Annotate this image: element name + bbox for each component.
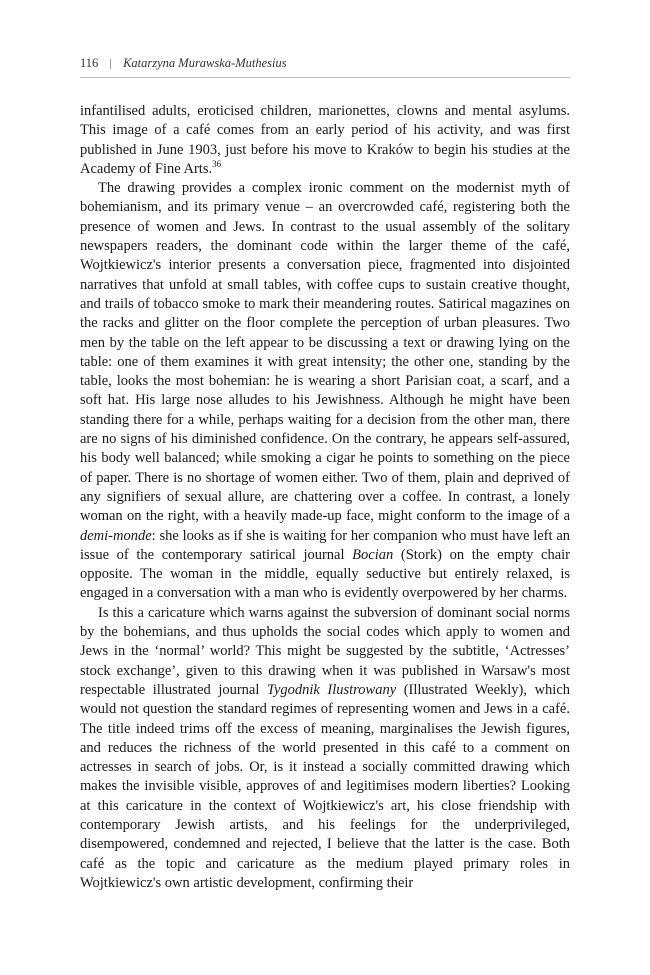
running-header-author: Katarzyna Murawska-Muthesius — [123, 56, 287, 70]
term-demi-monde: demi-monde — [80, 527, 152, 544]
journal-title-bocian: Bocian — [352, 546, 394, 563]
paragraph-2 — [80, 179, 570, 604]
paragraph-1-text: infantilised adults, eroticised children, marionettes, clowns and mental asylums. This image of a café comes from an early period of his activity, and was first published in June 1903, just before his move to Kraków to begin his studies at the Academy of Fine Arts. — [80, 103, 570, 177]
running-header — [80, 56, 570, 71]
header-rule — [80, 77, 570, 78]
paragraph-3-part-2: (Illustrated Weekly), which would not question the standard regimes of representing women and Jews in a café. The title indeed trims off the excess of meaning, marginalises the Jewish figures, and reduces the richness of the world presented in this café to a comment on actresses in search of jobs. Or, is it instead a socially committed drawing which makes the invisible visible, approves of and legitimises modern liberties? Looking at this caricature in the context of Wojtkiewicz's art, his close friendship with contemporary Jewish artists, and his feelings for the underprivileged, disempowered, condemned and rejected, I believe that the latter is the case. Both café as the topic and caricature as the medium played primary roles in Wojtkiewicz's own artistic development, confirming their — [80, 681, 571, 891]
paragraph-2-part-3: (Stork) on the empty chair opposite. The woman in the middle, equally seductive but entirely relaxed, is engaged in a conversation with a man who is evidently overpowered by her charms. — [80, 546, 571, 602]
body-text — [80, 102, 570, 893]
paragraph-2-part-1: The drawing provides a complex ironic comment on the modernist myth of bohemianism, and its primary venue – an overcrowded café, registering both the presence of women and Jews. In contrast to the usual assembly of the solitary newspapers readers, the dominant code within the larger theme of the café, Wojtkiewicz's interior presents a conversation piece, fragmented into disjointed narratives that unfold at small tables, with coffee cups to sustain creative thought, and trails of tobacco smoke to mark their meandering routes. Satirical magazines on the racks and glitter on the floor complete the perception of urban pleasures. Two men by the table on the left appear to be discussing a text or drawing lying on the table: one of them examines it with great intensity; the other one, standing by the table, looks the most bohemian: he is wearing a short Parisian coat, a scarf, and a soft hat. His large nose alludes to his Jewishness. Although he might have been standing there for a while, perhaps waiting for a decision from the other man, there are no signs of his diminished confidence. On the contrary, he appears self-assured, his body well balanced; while smoking a cigar he points to something on the piece of paper. There is no shortage of women either. Two of them, plain and deprived of any signifiers of sexual allure, are chattering over a coffee. In contrast, a lonely woman on the right, with a heavily made-up face, might conform to the image of a — [80, 180, 570, 525]
paragraph-2-part-2: : she looks as if she is waiting for her companion who must have left an issue of the contemporary satirical journal — [80, 527, 570, 563]
page-number: 116 — [80, 56, 99, 70]
paragraph-3-part-1: Is this a caricature which warns against the subversion of dominant social norms by the bohemians, and thus upholds the social codes which apply to women and Jews in the ‘normal’ world? This might be suggested by the subtitle, ‘Actresses’ stock exchange’, given to this drawing when it was published in Warsaw's most respectable illustrated journal — [80, 604, 570, 698]
footnote-ref-36[interactable]: 36 — [212, 159, 222, 170]
journal-title-tygodnik: Tygodnik Ilustrowany — [266, 681, 397, 698]
header-separator: | — [109, 56, 112, 70]
paragraph-3 — [80, 604, 570, 893]
paragraph-1 — [80, 102, 570, 179]
